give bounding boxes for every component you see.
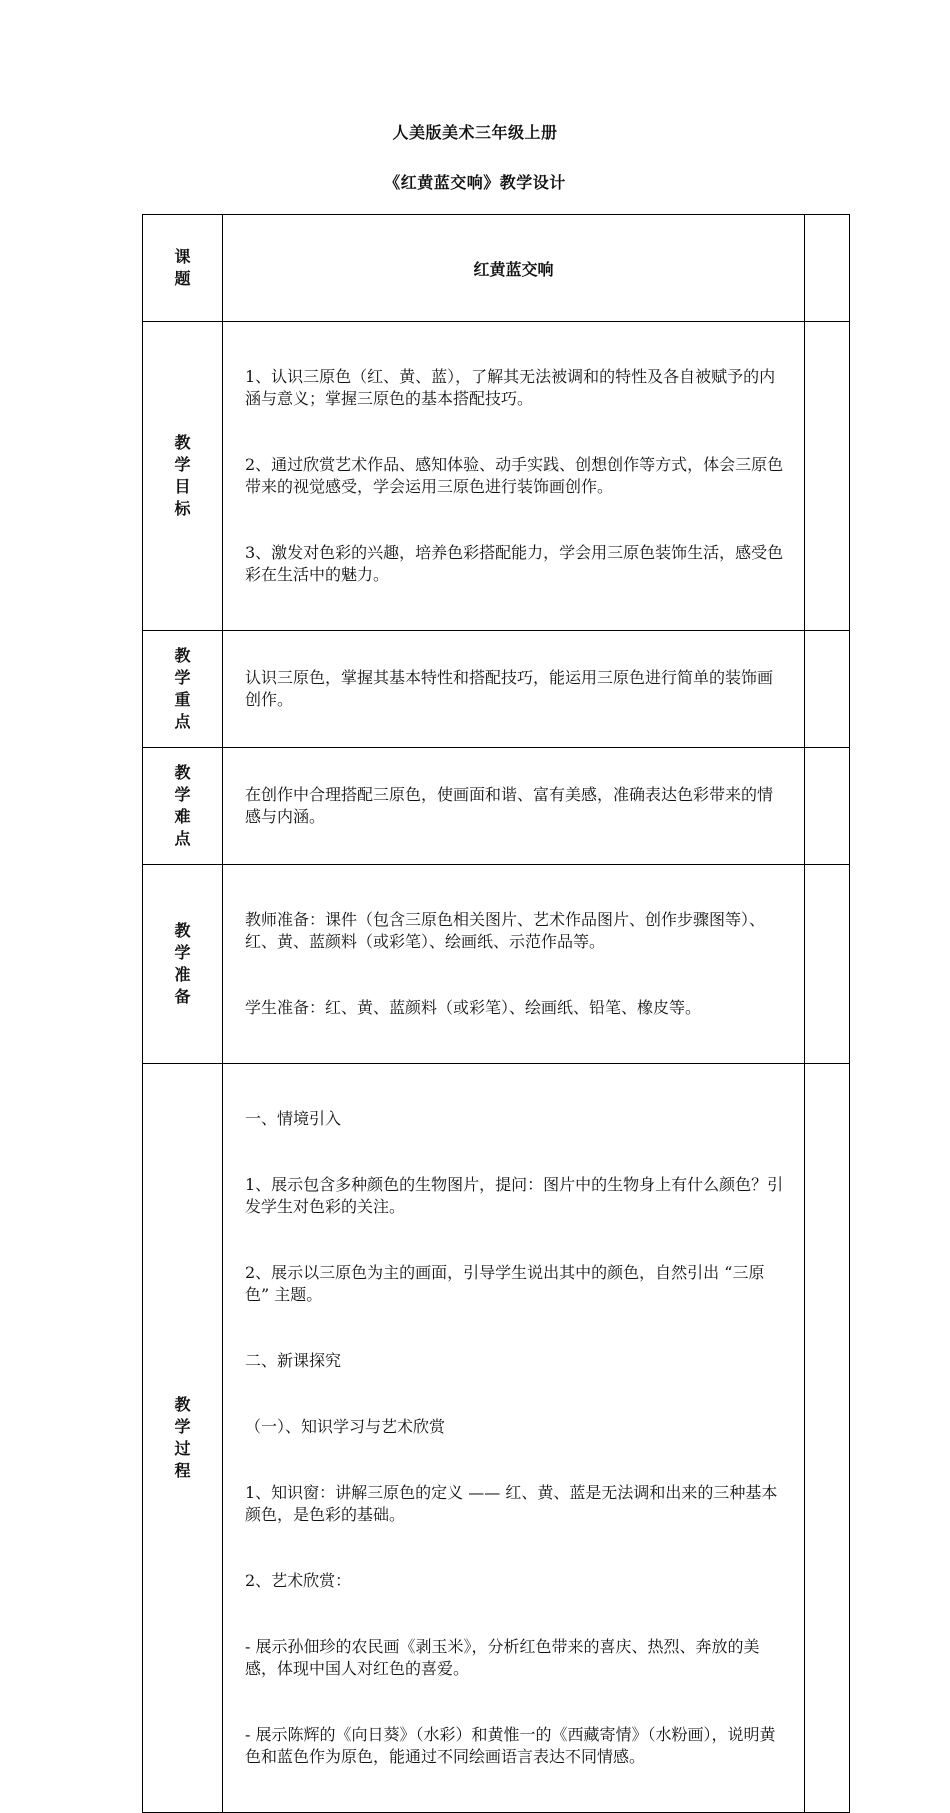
process-line: 一、情境引入 xyxy=(245,1109,342,1128)
preparation-line: 教师准备：课件（包含三原色相关图片、艺术作品图片、创作步骤图等）、红、黄、蓝颜料（或彩笔）、绘画纸、示范作品等。 xyxy=(245,910,766,951)
extra-cell-process xyxy=(805,1064,850,1813)
preparation-label: 教学准备 xyxy=(174,921,191,1006)
objective-line: 1、认识三原色（红、黄、蓝），了解其无法被调和的特性及各自被赋予的内涵与意义；掌握三原色的基本搭配技巧。 xyxy=(245,367,776,408)
objective-line: 3、激发对色彩的兴趣，培养色彩搭配能力，学会用三原色装饰生活，感受色彩在生活中的魅力。 xyxy=(245,543,784,584)
extra-cell-difficulties xyxy=(805,748,850,865)
table-row-process xyxy=(143,1064,850,1813)
label-cell-key-points xyxy=(143,631,223,748)
label-cell-objectives xyxy=(143,322,223,631)
lesson-plan-table xyxy=(142,214,850,1813)
key-points-text: 认识三原色，掌握其基本特性和搭配技巧，能运用三原色进行简单的装饰画创作。 xyxy=(245,668,774,709)
content-cell-process xyxy=(223,1064,805,1813)
difficulties-label: 教学难点 xyxy=(174,763,191,848)
preparation-line: 学生准备：红、黄、蓝颜料（或彩笔）、绘画纸、铅笔、橡皮等。 xyxy=(245,998,702,1017)
process-line: 二、新课探究 xyxy=(245,1351,342,1370)
topic-value: 红黄蓝交响 xyxy=(473,259,554,279)
objective-line: 2、通过欣赏艺术作品、感知体验、动手实践、创想创作等方式，体会三原色带来的视觉感受，学会运用三原色进行装饰画创作。 xyxy=(245,455,784,496)
process-line: 2、艺术欣赏： xyxy=(245,1571,352,1590)
document-title: 人美版美术三年级上册 xyxy=(392,123,558,142)
table-row-topic xyxy=(143,215,850,322)
table-row-key-points xyxy=(143,631,850,748)
extra-cell-objectives xyxy=(805,322,850,631)
content-cell-difficulties xyxy=(223,748,805,865)
process-label: 教学过程 xyxy=(174,1395,191,1480)
label-cell-process xyxy=(143,1064,223,1813)
table-row-preparation xyxy=(143,865,850,1064)
extra-cell-topic xyxy=(805,215,850,322)
objectives-label: 教学目标 xyxy=(174,433,191,518)
content-cell-preparation xyxy=(223,865,805,1064)
process-line: - 展示陈辉的《向日葵》（水彩）和黄惟一的《西藏寄情》（水粉画），说明黄色和蓝色作为原色，能通过不同绘画语言表达不同情感。 xyxy=(245,1725,776,1766)
process-line: 1、知识窗：讲解三原色的定义 —— 红、黄、蓝是无法调和出来的三种基本颜色，是色彩的基础。 xyxy=(245,1483,778,1524)
content-cell-topic xyxy=(223,215,805,322)
process-line: 2、展示以三原色为主的画面，引导学生说出其中的颜色，自然引出 “三原色” 主题。 xyxy=(245,1263,765,1304)
topic-label: 课题 xyxy=(174,247,191,288)
label-cell-topic xyxy=(143,215,223,322)
process-line: （一）、知识学习与艺术欣赏 xyxy=(245,1417,446,1436)
extra-cell-key-points xyxy=(805,631,850,748)
content-cell-objectives xyxy=(223,322,805,631)
key-points-label: 教学重点 xyxy=(174,646,191,731)
label-cell-preparation xyxy=(143,865,223,1064)
document-subtitle: 《红黄蓝交响》教学设计 xyxy=(384,173,566,192)
extra-cell-preparation xyxy=(805,865,850,1064)
table-row-objectives xyxy=(143,322,850,631)
label-cell-difficulties xyxy=(143,748,223,865)
difficulties-text: 在创作中合理搭配三原色，使画面和谐、富有美感，准确表达色彩带来的情感与内涵。 xyxy=(245,785,774,826)
process-line: - 展示孙佃珍的农民画《剥玉米》，分析红色带来的喜庆、热烈、奔放的美感，体现中国人对红色的喜爱。 xyxy=(245,1637,760,1678)
table-row-difficulties xyxy=(143,748,850,865)
content-cell-key-points xyxy=(223,631,805,748)
process-line: 1、展示包含多种颜色的生物图片，提问：图片中的生物身上有什么颜色？引发学生对色彩的关注。 xyxy=(245,1175,784,1216)
